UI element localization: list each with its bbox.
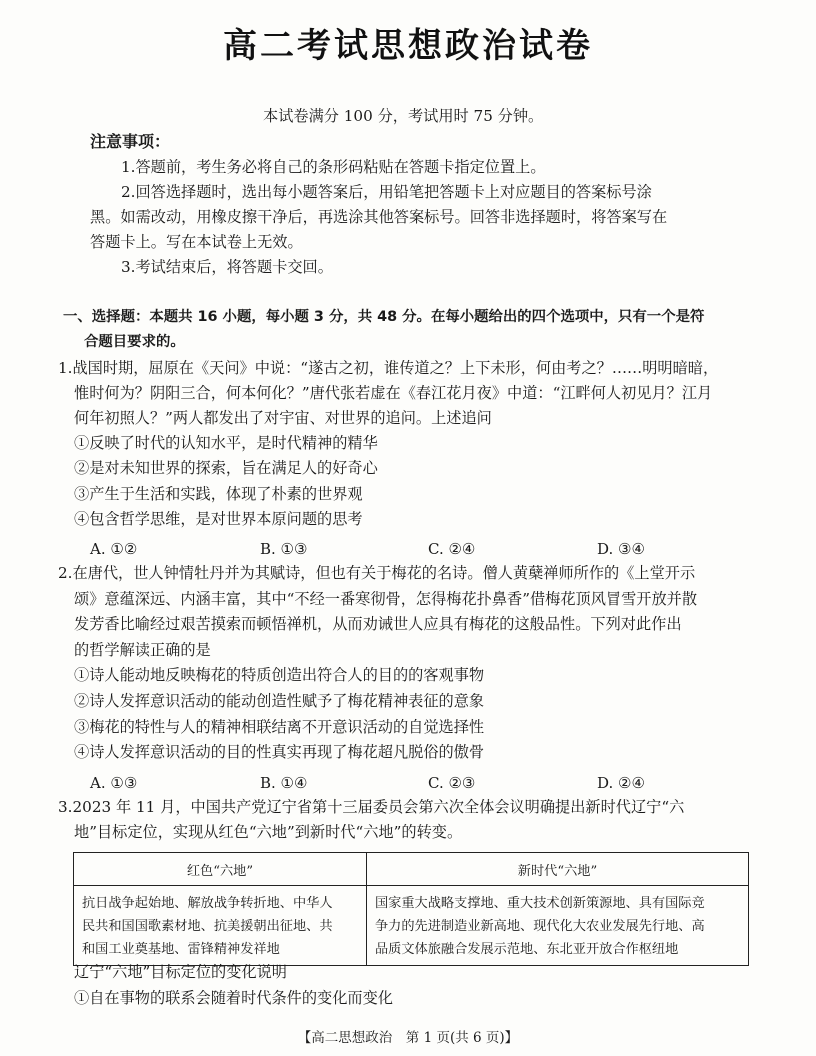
table-header-new-era: 新时代“六地” <box>367 853 749 886</box>
table-header-red: 红色“六地” <box>74 853 367 886</box>
q1-item: ④包含哲学思维，是对世界本原问题的思考 <box>74 510 363 528</box>
notice-line: 答题卡上。写在本试卷上无效。 <box>90 233 303 251</box>
table-cell-red <box>74 886 367 966</box>
q2-item: ④诗人发挥意识活动的目的性真实再现了梅花超凡脱俗的傲骨 <box>74 743 485 761</box>
q1-option-a[interactable]: A. ①② <box>90 540 138 558</box>
q1-item: ①反映了时代的认知水平，是时代精神的精华 <box>74 434 378 452</box>
page-footer: 【高二思想政治 第 1 页(共 6 页)】 <box>297 1030 519 1046</box>
cell-line: 国家重大战略支撑地、重大技术创新策源地、具有国际竞 <box>375 896 705 911</box>
q1-item: ②是对未知世界的探索，旨在满足人的好奇心 <box>74 459 378 477</box>
notice-line: 1.答题前，考生务必将自己的条形码粘贴在答题卡指定位置上。 <box>121 158 546 176</box>
q3-stem-line: 3.2023 年 11 月，中国共产党辽宁省第十三届委员会第六次全体会议明确提出新时代辽宁“六 <box>58 798 685 816</box>
q1-stem-line: 1.战国时期，屈原在《天问》中说：“遂古之初，谁传道之？上下未形，何由考之？……明明暗暗， <box>58 359 719 377</box>
table-cell-new-era <box>367 886 749 966</box>
cell-line: 争力的先进制造业新高地、现代化大农业发展先行地、高 <box>375 919 705 934</box>
q2-stem-line: 的哲学解读正确的是 <box>74 641 211 659</box>
notice-line: 2.回答选择题时，选出每小题答案后，用铅笔把答题卡上对应题目的答案标号涂 <box>121 183 652 201</box>
q1-item: ③产生于生活和实践，体现了朴素的世界观 <box>74 485 363 503</box>
exam-info: 本试卷满分 100 分，考试用时 75 分钟。 <box>263 107 544 125</box>
cell-line: 和国工业奠基地、雷锋精神发祥地 <box>82 942 280 957</box>
section-heading: 一、选择题：本题共 16 小题，每小题 3 分，共 48 分。在每小题给出的四个选项中，只有一个是符 <box>63 309 705 325</box>
q1-stem-line: 惟时何为？阴阳三合，何本何化？”唐代张若虚在《春江花月夜》中道：“江畔何人初见月？江月 <box>74 384 713 402</box>
q2-stem-line: 2.在唐代，世人钟情牡丹并为其赋诗，但也有关于梅花的名诗。僧人黄蘖禅师所作的《上堂开示 <box>58 564 696 582</box>
q2-stem-line: 发芳香比喻经过艰苦摸索而顿悟禅机，从而劝诫世人应具有梅花的这般品性。下列对此作出 <box>74 615 682 633</box>
q2-option-c[interactable]: C. ②③ <box>428 774 476 792</box>
q2-item: ③梅花的特性与人的精神相联结离不开意识活动的自觉选择性 <box>74 718 485 736</box>
notice-line: 黑。如需改动，用橡皮擦干净后，再选涂其他答案标号。回答非选择题时，将答案写在 <box>90 208 668 226</box>
cell-line: 品质文体旅融合发展示范地、东北亚开放合作枢纽地 <box>375 942 679 957</box>
page-title: 高二考试思想政治试卷 <box>223 26 593 66</box>
q2-option-d[interactable]: D. ②④ <box>597 774 645 792</box>
q2-item: ②诗人发挥意识活动的能动创造性赋予了梅花精神表征的意象 <box>74 692 485 710</box>
q1-option-d[interactable]: D. ③④ <box>597 540 645 558</box>
notice-heading: 注意事项： <box>90 132 171 151</box>
cell-line: 抗日战争起始地、解放战争转折地、中华人 <box>82 896 333 911</box>
cell-line: 民共和国国歌素材地、抗美援朝出征地、共 <box>82 919 333 934</box>
q2-item: ①诗人能动地反映梅花的特质创造出符合人的目的的客观事物 <box>74 666 485 684</box>
q3-after-line: 辽宁“六地”目标定位的变化说明 <box>74 963 287 981</box>
q2-stem-line: 颂》意蕴深远、内涵丰富，其中“不经一番寒彻骨，怎得梅花扑鼻香”借梅花顶风冒雪开放并散 <box>74 590 698 608</box>
q1-option-b[interactable]: B. ①③ <box>260 540 308 558</box>
q3-item: ①自在事物的联系会随着时代条件的变化而变化 <box>74 989 393 1007</box>
notice-line: 3.考试结束后，将答题卡交回。 <box>121 258 333 276</box>
six-places-table <box>73 852 749 966</box>
q3-stem-line: 地”目标定位，实现从红色“六地”到新时代“六地”的转变。 <box>74 823 463 841</box>
q1-option-c[interactable]: C. ②④ <box>428 540 476 558</box>
q1-stem-line: 何年初照人？”两人都发出了对宇宙、对世界的追问。上述追问 <box>74 409 492 427</box>
section-heading-cont: 合题目要求的。 <box>84 334 185 350</box>
q2-option-a[interactable]: A. ①③ <box>90 774 138 792</box>
q2-option-b[interactable]: B. ①④ <box>260 774 308 792</box>
